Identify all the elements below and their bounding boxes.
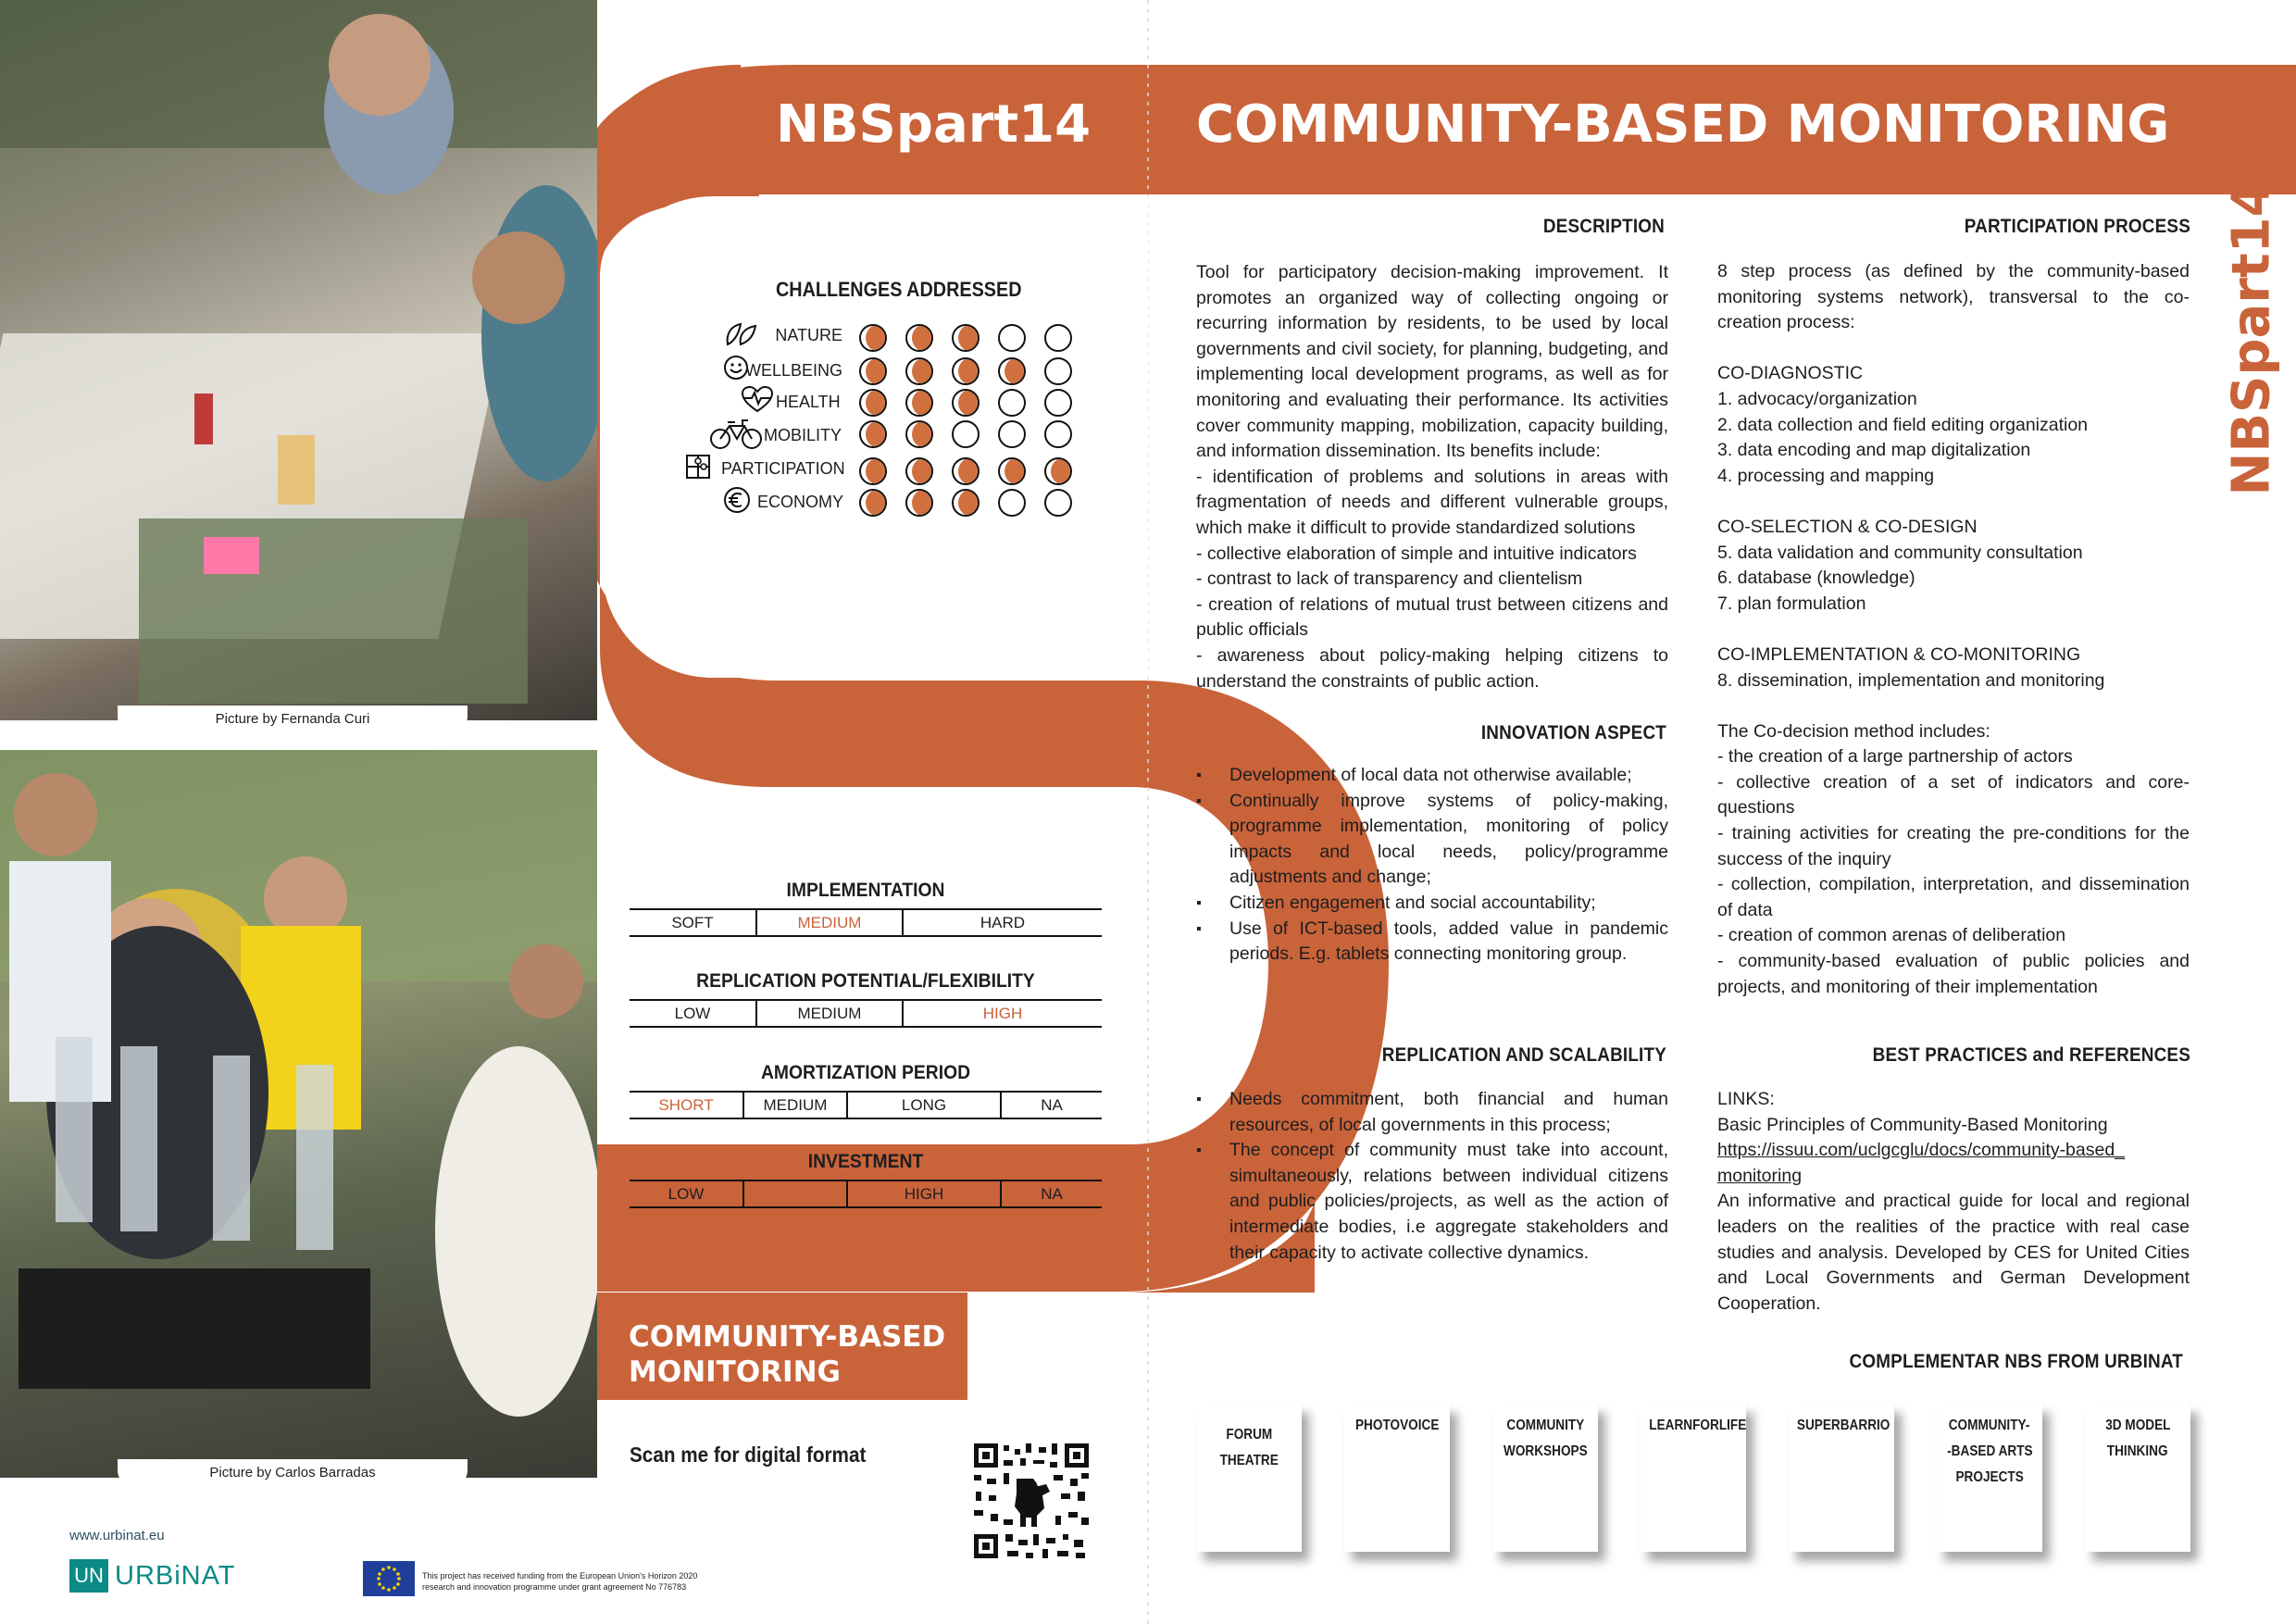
- participation-body: [1717, 259, 2190, 1000]
- eu-funding-line2: research and innovation programme under grant agreement No 776783: [422, 1582, 687, 1592]
- replication-item: ▪ Needs commitment, both financial and human resources, of local governments in this process;: [1196, 1087, 1668, 1138]
- description-item: - contrast to lack of transparency and clientelism: [1196, 568, 1583, 590]
- amortization-scale: [630, 1091, 1102, 1119]
- card-line: PHOTOVOICE: [1354, 1418, 1440, 1433]
- score-circle: [952, 420, 980, 448]
- participation-heading: PARTICIPATION PROCESS: [1964, 216, 2190, 237]
- urbinat-logo-text: URBiNAT: [115, 1561, 236, 1591]
- score-circle: [859, 420, 887, 448]
- scale-option: LOW: [630, 1181, 744, 1206]
- innovation-item: ▪ Use of ICT-based tools, added value in pandemic periods. E.g. tablets connecting monitoring group.: [1196, 917, 1668, 968]
- score-circle: [952, 489, 980, 517]
- card-line: THEATRE: [1219, 1453, 1279, 1468]
- best-practices-body: [1717, 1087, 2190, 1317]
- score-circle: [1044, 357, 1072, 385]
- replication-item: ▪ The concept of community must take into account, simultaneously, relations between individual citizens and public policies/projects, as well as the action of intermediate bodies, i.e aggregate stakeholders and their capacity to activate collective dynamics.: [1196, 1138, 1668, 1266]
- method-item: - collection, compilation, interpretation, and dissemination of data: [1717, 874, 2190, 920]
- links-label: LINKS:: [1717, 1089, 1775, 1109]
- euro-icon: [722, 485, 754, 517]
- phase-step: 6. database (knowledge): [1717, 568, 1915, 589]
- scale-option: MEDIUM: [744, 1093, 848, 1118]
- bottom-banner-title: [629, 1319, 945, 1390]
- challenge-label: NATURE: [775, 326, 842, 344]
- score-circle: [905, 324, 933, 352]
- method-item: - training activities for creating the pre-conditions for the success of the inquiry: [1717, 823, 2190, 869]
- card-line: PROJECTS: [1955, 1469, 2024, 1485]
- nbs-card-photovoice[interactable]: [1344, 1404, 1450, 1552]
- description-item: - awareness about policy-making helping citizens to understand the constraints of public action.: [1196, 644, 1668, 692]
- score-circle: [905, 389, 933, 417]
- score-circle: [905, 420, 933, 448]
- nbs-card-community-based-arts[interactable]: [1937, 1404, 2042, 1552]
- card-line: COMMUNITY: [1506, 1418, 1584, 1433]
- description-item: - creation of relations of mutual trust between citizens and public officials: [1196, 593, 1668, 641]
- scale-option: HARD: [980, 914, 1026, 931]
- replication-heading: REPLICATION AND SCALABILITY: [1381, 1044, 1666, 1066]
- innovation-item: ▪ Development of local data not otherwise available;: [1196, 763, 1668, 789]
- implementation-title: IMPLEMENTATION: [786, 880, 945, 901]
- score-circle: [952, 357, 980, 385]
- description-item: - identification of problems and solutions in areas with fragmentation of needs and different vulnerable groups, which make it difficult to provide standardized solutions: [1196, 466, 1668, 538]
- score-circle: [859, 489, 887, 517]
- phase-title: CO-DIAGNOSTIC: [1717, 363, 1864, 384]
- innovation-body: [1196, 763, 1668, 968]
- score-circle: [952, 324, 980, 352]
- investment-scale: [630, 1180, 1102, 1208]
- score-circle: [952, 389, 980, 417]
- description-heading: DESCRIPTION: [1542, 216, 1665, 237]
- left-banner-title: NBSpart14: [776, 94, 1092, 155]
- challenge-label: HEALTH: [776, 393, 841, 411]
- challenge-label: PARTICIPATION: [721, 459, 845, 478]
- vertical-title: [2219, 181, 2284, 496]
- scales-panel: [602, 789, 1120, 1143]
- card-line: WORKSHOPS: [1503, 1443, 1588, 1459]
- description-paragraph: Tool for participatory decision-making improvement. It promotes an organized way of collecting ongoing or recurring information by residents, to be used by local governments and civil society, for planning, budgeting, and implementing local development programs, as well as for monitoring and evaluating their performance. Its activities cover community mapping, mobilization, capacity building, and information dissemination. Its benefits include:: [1196, 262, 1668, 462]
- score-circle: [905, 357, 933, 385]
- photo-caption-bottom: Picture by Carlos Barradas: [118, 1459, 468, 1487]
- link-title: Basic Principles of Community-Based Monitoring: [1717, 1114, 2108, 1135]
- urbinat-logo-mark: UN: [69, 1559, 108, 1593]
- score-circle: [998, 420, 1026, 448]
- score-circle: [998, 457, 1026, 485]
- score-circle: [905, 489, 933, 517]
- score-circle: [1044, 420, 1072, 448]
- method-item: - collective creation of a set of indicators and core-questions: [1717, 771, 2190, 818]
- scan-text: Scan me for digital format: [630, 1443, 867, 1467]
- puzzle-icon: [685, 454, 713, 481]
- phase-title: CO-IMPLEMENTATION & CO-MONITORING: [1717, 643, 2081, 665]
- phase-step: 5. data validation and community consultation: [1717, 542, 2083, 563]
- phase-step: 7. plan formulation: [1717, 593, 1866, 614]
- card-line: -BASED ARTS: [1946, 1443, 2033, 1459]
- description-item: - collective elaboration of simple and intuitive indicators: [1196, 543, 1637, 564]
- challenge-label: WELLBEING: [745, 361, 843, 380]
- nbs-card-learnforlife[interactable]: [1641, 1404, 1746, 1552]
- workshop-scene-illustration: [0, 0, 597, 720]
- card-line: 3D MODEL: [2104, 1418, 2171, 1433]
- photo-workshop-table: [0, 0, 597, 720]
- participation-intro: 8 step process (as defined by the community-based monitoring systems network), transversal to the co-creation process:: [1717, 261, 2190, 333]
- scale-option-selected: MEDIUM: [744, 1181, 848, 1206]
- replication-body: [1196, 1087, 1668, 1266]
- photo-caption-top: Picture by Fernanda Curi: [118, 706, 468, 733]
- score-circle: [998, 489, 1026, 517]
- investment-title: INVESTMENT: [807, 1151, 924, 1172]
- phase-title: CO-SELECTION & CO-DESIGN: [1717, 516, 1978, 537]
- phase-step: 8. dissemination, implementation and monitoring: [1717, 669, 2105, 691]
- challenges-title: CHALLENGES ADDRESSED: [776, 278, 1022, 301]
- scale-option: NA: [1041, 1096, 1063, 1114]
- website-link[interactable]: www.urbinat.eu: [69, 1528, 165, 1543]
- park-scene-illustration: [0, 750, 597, 1478]
- card-line: THINKING: [2107, 1443, 2168, 1459]
- eu-funding-line1: This project has received funding from the European Union's Horizon 2020: [422, 1571, 698, 1580]
- reference-link-line1[interactable]: https://issuu.com/uclgcglu/docs/community-based_: [1717, 1140, 2126, 1161]
- score-circle: [905, 457, 933, 485]
- implementation-scale: [630, 908, 1102, 937]
- amortization-title: AMORTIZATION PERIOD: [760, 1062, 971, 1083]
- scale-option: HIGH: [848, 1181, 1002, 1206]
- replication-potential-scale: [630, 999, 1102, 1028]
- scale-option: SOFT: [630, 910, 757, 935]
- score-circle: [859, 389, 887, 417]
- score-circle: [1044, 489, 1072, 517]
- score-circle: [1044, 389, 1072, 417]
- eu-funding-text: [422, 1570, 697, 1593]
- heartbeat-icon: [741, 385, 774, 415]
- card-line: SUPERBARRIO: [1796, 1418, 1890, 1433]
- method-item: - community-based evaluation of public policies and projects, and monitoring of their implementation: [1717, 951, 2190, 997]
- scale-option-selected: HIGH: [982, 1005, 1023, 1022]
- bicycle-icon: [709, 417, 763, 450]
- complementary-heading: COMPLEMENTAR NBS FROM URBINAT: [1849, 1351, 2183, 1372]
- score-circle: [952, 457, 980, 485]
- photo-park-activity: [0, 750, 597, 1478]
- method-item: - the creation of a large partnership of actors: [1717, 746, 2073, 768]
- description-body: [1196, 260, 1668, 694]
- score-circle: [1044, 324, 1072, 352]
- innovation-item: ▪ Citizen engagement and social accountability;: [1196, 891, 1668, 917]
- vertical-title-text: NBSpart14: [2221, 181, 2282, 496]
- challenge-label: MOBILITY: [764, 426, 842, 444]
- score-circle: [859, 457, 887, 485]
- scale-option: MEDIUM: [757, 1001, 904, 1026]
- nbs-card-superbarrio[interactable]: [1789, 1404, 1894, 1552]
- score-circle: [1044, 457, 1072, 485]
- replication-potential-title: REPLICATION POTENTIAL/FLEXIBILITY: [696, 970, 1035, 992]
- scale-option: NA: [1041, 1185, 1063, 1203]
- leaves-icon: [722, 320, 759, 348]
- challenge-label: ECONOMY: [757, 493, 844, 511]
- innovation-heading: INNOVATION ASPECT: [1480, 722, 1666, 743]
- reference-link[interactable]: [1717, 1138, 2190, 1189]
- bottom-banner-title-line1: COMMUNITY-BASED: [629, 1320, 946, 1354]
- method-intro: The Co-decision method includes:: [1717, 720, 1990, 742]
- challenge-score-grid: [859, 324, 1081, 528]
- score-circle: [859, 357, 887, 385]
- phase-step: 2. data collection and field editing organization: [1717, 414, 2089, 435]
- scale-option: LONG: [848, 1093, 1002, 1118]
- nbs-card-community-workshops[interactable]: [1492, 1404, 1598, 1552]
- scale-option: LOW: [630, 1001, 757, 1026]
- phase-step: 3. data encoding and map digitalization: [1717, 440, 2031, 461]
- reference-link-line2[interactable]: monitoring: [1717, 1165, 1803, 1186]
- method-item: - creation of common arenas of deliberation: [1717, 925, 2066, 946]
- score-circle: [998, 324, 1026, 352]
- phase-step: 4. processing and mapping: [1717, 465, 1935, 486]
- eu-flag-icon: [363, 1561, 415, 1596]
- main-title: COMMUNITY-BASED MONITORING: [1196, 94, 2170, 155]
- bottom-banner-title-line2: MONITORING: [629, 1355, 841, 1389]
- card-line: LEARNFORLIFE: [1649, 1418, 1747, 1433]
- score-circle: [859, 324, 887, 352]
- scale-option-selected: SHORT: [630, 1093, 744, 1118]
- nbs-card-forum-theatre[interactable]: [1196, 1404, 1302, 1552]
- phase-step: 1. advocacy/organization: [1717, 388, 1917, 409]
- qr-code-icon[interactable]: [972, 1442, 1091, 1560]
- nbs-card-3d-model-thinking[interactable]: [2085, 1404, 2190, 1552]
- card-line: FORUM: [1226, 1427, 1272, 1443]
- score-circle: [998, 389, 1026, 417]
- card-line: COMMUNITY-: [1949, 1418, 2030, 1433]
- innovation-item: ▪ Continually improve systems of policy-making, programme implementation, monitoring of policy impacts and local needs, policy/programme adjustments and change;: [1196, 789, 1668, 891]
- score-circle: [998, 357, 1026, 385]
- reference-description: An informative and practical guide for local and regional leaders on the realities of the practice with real case studies and analysis. Developed by CES for United Cities and Local Governments and German Development Cooperation.: [1717, 1191, 2190, 1314]
- best-practices-heading: BEST PRACTICES and REFERENCES: [1872, 1044, 2190, 1066]
- scale-option-selected: MEDIUM: [757, 910, 904, 935]
